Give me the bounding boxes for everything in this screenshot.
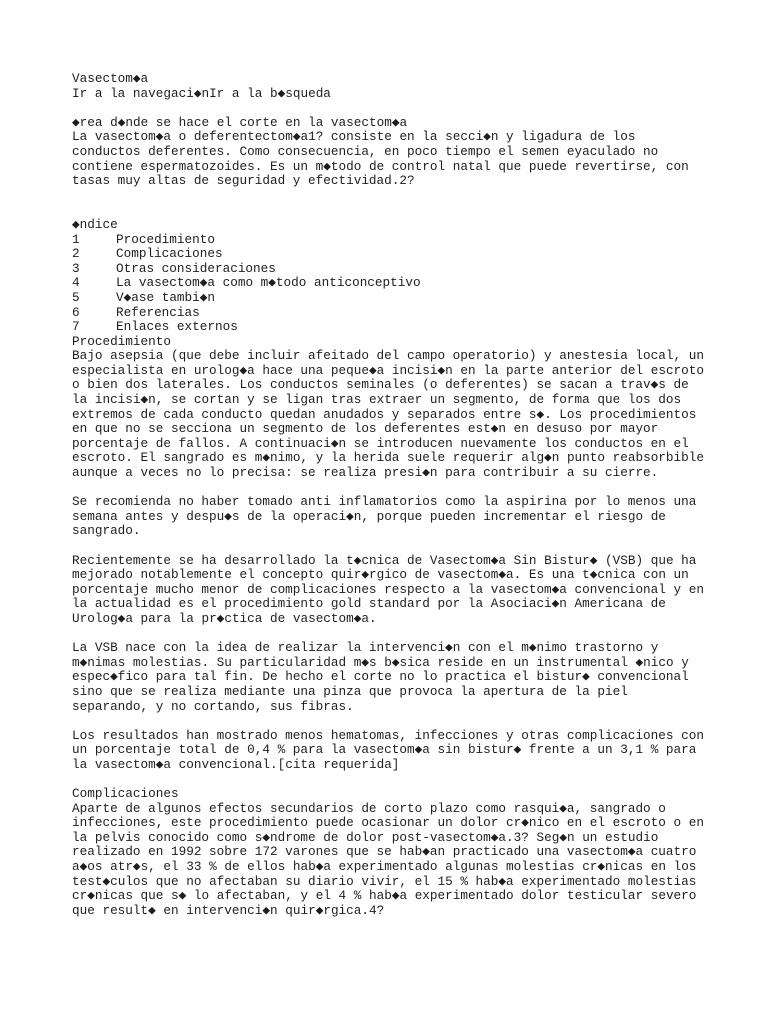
toc-label[interactable]: La vasectom◆a como m◆todo anticonceptivo <box>116 275 421 291</box>
paragraph-line: La vasectom◆a o deferentectom◆a1? consiste en la secci◆n y ligadura de los <box>72 129 636 145</box>
toc-number: 3 <box>72 260 80 276</box>
paragraph-line: o bien dos laterales. Los conductos seminales (o deferentes) se sacan a trav◆s de <box>72 377 689 393</box>
paragraph-line: especialista en urolog◆a hace una peque◆a incisi◆n en la parte anterior del escroto <box>72 362 705 378</box>
toc-item[interactable] <box>72 306 712 321</box>
nav-links[interactable]: Ir a la navegaci◆nIr a la b◆squeda <box>72 85 331 101</box>
paragraph-line: m◆nimas molestias. Su particularidad m◆s b◆sica reside en un instrumental ◆nico y <box>72 654 689 670</box>
paragraph-line: Urolog◆a para la pr◆ctica de vasectom◆a. <box>72 610 377 626</box>
paragraph-line: porcentaje mucho menor de complicaciones respecto a la vasectom◆a convencional y en <box>72 581 704 597</box>
paragraph <box>72 729 712 773</box>
paragraph-line: espec◆fico para tal fin. De hecho el corte no lo practica el bistur◆ convencional <box>72 669 689 685</box>
toc-item[interactable] <box>72 276 712 291</box>
paragraph-line: un porcentaje total de 0,4 % para la vasectom◆a sin bistur◆ frente a un 3,1 % para <box>72 742 697 758</box>
paragraph-line: test◆culos que no afectaban su diario vivir, el 15 % hab◆a experimentado molestias <box>72 873 697 889</box>
table-of-contents <box>72 218 712 335</box>
paragraph <box>72 802 712 919</box>
paragraph-line: a◆os atr◆s, el 33 % de ellos hab◆a experimentado algunas molestias cr◆nicas en los <box>72 859 697 875</box>
toc-label[interactable]: Enlaces externos <box>116 319 238 335</box>
toc-label[interactable]: Procedimiento <box>116 231 215 247</box>
toc-item[interactable] <box>72 262 712 277</box>
paragraph-line: que result◆ en intervenci◆n quir◆rgica.4? <box>72 902 385 918</box>
paragraph-line: Aparte de algunos efectos secundarios de corto plazo como rasqui◆a, sangrado o <box>72 800 666 816</box>
toc-heading: ◆ndice <box>72 216 118 232</box>
toc-number: 5 <box>72 289 80 305</box>
paragraph-line: sangrado. <box>72 523 141 539</box>
paragraph-line: cr◆nicas que s◆ lo afectaban, y el 4 % hab◆a experimentado dolor testicular severo <box>72 888 697 904</box>
intro-paragraph <box>72 130 712 188</box>
toc-number: 7 <box>72 319 80 335</box>
document-page <box>72 72 712 918</box>
spacer <box>72 539 712 554</box>
paragraph-line: Recientemente se ha desarrollado la t◆cnica de Vasectom◆a Sin Bistur◆ (VSB) que ha <box>72 552 697 568</box>
paragraph-line: infecciones, este procedimiento puede ocasionar un dolor cr◆nico en el escroto o en <box>72 815 704 831</box>
paragraph-line: conductos deferentes. Como consecuencia, en poco tiempo el semen eyaculado no <box>72 143 659 159</box>
paragraph-line: mejorado notablemente el concepto quir◆rgico de vasectom◆a. Es una t◆cnica con un <box>72 567 689 583</box>
paragraph-line: realizado en 1992 sobre 172 varones que se hab◆an practicado una vasectom◆a cuatro <box>72 844 697 860</box>
toc-number: 2 <box>72 246 80 262</box>
paragraph-line: en que no se secciona un segmento de los deferentes est◆n en desuso por mayor <box>72 421 659 437</box>
paragraph-line: sino que se realiza mediante una pinza que provoca la apertura de la piel <box>72 683 628 699</box>
page-title: Vasectom◆a <box>72 71 149 86</box>
paragraph-line: aunque a veces no lo precisa: se realiza presi◆n para contribuir a su cierre. <box>72 465 659 481</box>
paragraph-line: Bajo asepsia (que debe incluir afeitado del campo operatorio) y anestesia local, un <box>72 348 704 364</box>
section-heading-complicaciones: Complicaciones <box>72 786 179 802</box>
spacer <box>72 189 712 218</box>
paragraph-line: Los resultados han mostrado menos hematomas, infecciones y otras complicaciones con <box>72 727 704 743</box>
paragraph-line: separando, y no cortando, sus fibras. <box>72 698 354 714</box>
spacer <box>72 714 712 729</box>
paragraph-line: La VSB nace con la idea de realizar la intervenci◆n con el m◆nimo trastorno y <box>72 640 659 656</box>
paragraph-line: contiene espermatozoides. Es un m◆todo de control natal que puede revertirse, con <box>72 158 689 174</box>
paragraph <box>72 641 712 714</box>
spacer <box>72 773 712 788</box>
toc-number: 6 <box>72 304 80 320</box>
toc-label[interactable]: Otras consideraciones <box>116 260 276 276</box>
toc-item[interactable] <box>72 247 712 262</box>
paragraph-line: porcentaje de fallos. A continuaci◆n se introducen nuevamente los conductos en el <box>72 435 689 451</box>
paragraph <box>72 495 712 539</box>
paragraph <box>72 554 712 627</box>
paragraph-line: la vasectom◆a convencional.[cita requerida] <box>72 756 400 772</box>
toc-item[interactable] <box>72 291 712 306</box>
paragraph-line: escroto. El sangrado es m◆nimo, y la herida suele requerir alg◆n punto reabsorbible <box>72 450 704 466</box>
paragraph-line: tasas muy altas de seguridad y efectividad.2? <box>72 173 415 189</box>
paragraph-line: extremos de cada conducto quedan anudados y separados entre s◆. Los procedimientos <box>72 406 697 422</box>
paragraph <box>72 349 712 480</box>
toc-label[interactable]: V◆ase tambi◆n <box>116 289 216 305</box>
toc-number: 4 <box>72 275 80 291</box>
paragraph-line: la incisi◆n, se cortan y se ligan tras extraer un segmento, de forma que los dos <box>72 392 682 408</box>
toc-item[interactable] <box>72 233 712 248</box>
toc-label[interactable]: Referencias <box>116 304 200 320</box>
section-heading-procedimiento: Procedimiento <box>72 333 171 349</box>
spacer <box>72 627 712 642</box>
toc-number: 1 <box>72 231 80 247</box>
paragraph-line: la actualidad es el procedimiento gold standard por la Asociaci◆n Americana de <box>72 596 666 612</box>
paragraph-line: semana antes y despu◆s de la operaci◆n, porque pueden incrementar el riesgo de <box>72 508 666 524</box>
spacer <box>72 481 712 496</box>
toc-item[interactable] <box>72 320 712 335</box>
image-caption: ◆rea d◆nde se hace el corte en la vasectom◆a <box>72 114 408 130</box>
paragraph-line: Se recomienda no haber tomado anti inflamatorios como la aspirina por lo menos una <box>72 494 697 510</box>
paragraph-line: la pelvis conocido como s◆ndrome de dolor post-vasectom◆a.3? Seg◆n un estudio <box>72 829 659 845</box>
toc-label[interactable]: Complicaciones <box>116 246 223 262</box>
spacer <box>72 101 712 116</box>
